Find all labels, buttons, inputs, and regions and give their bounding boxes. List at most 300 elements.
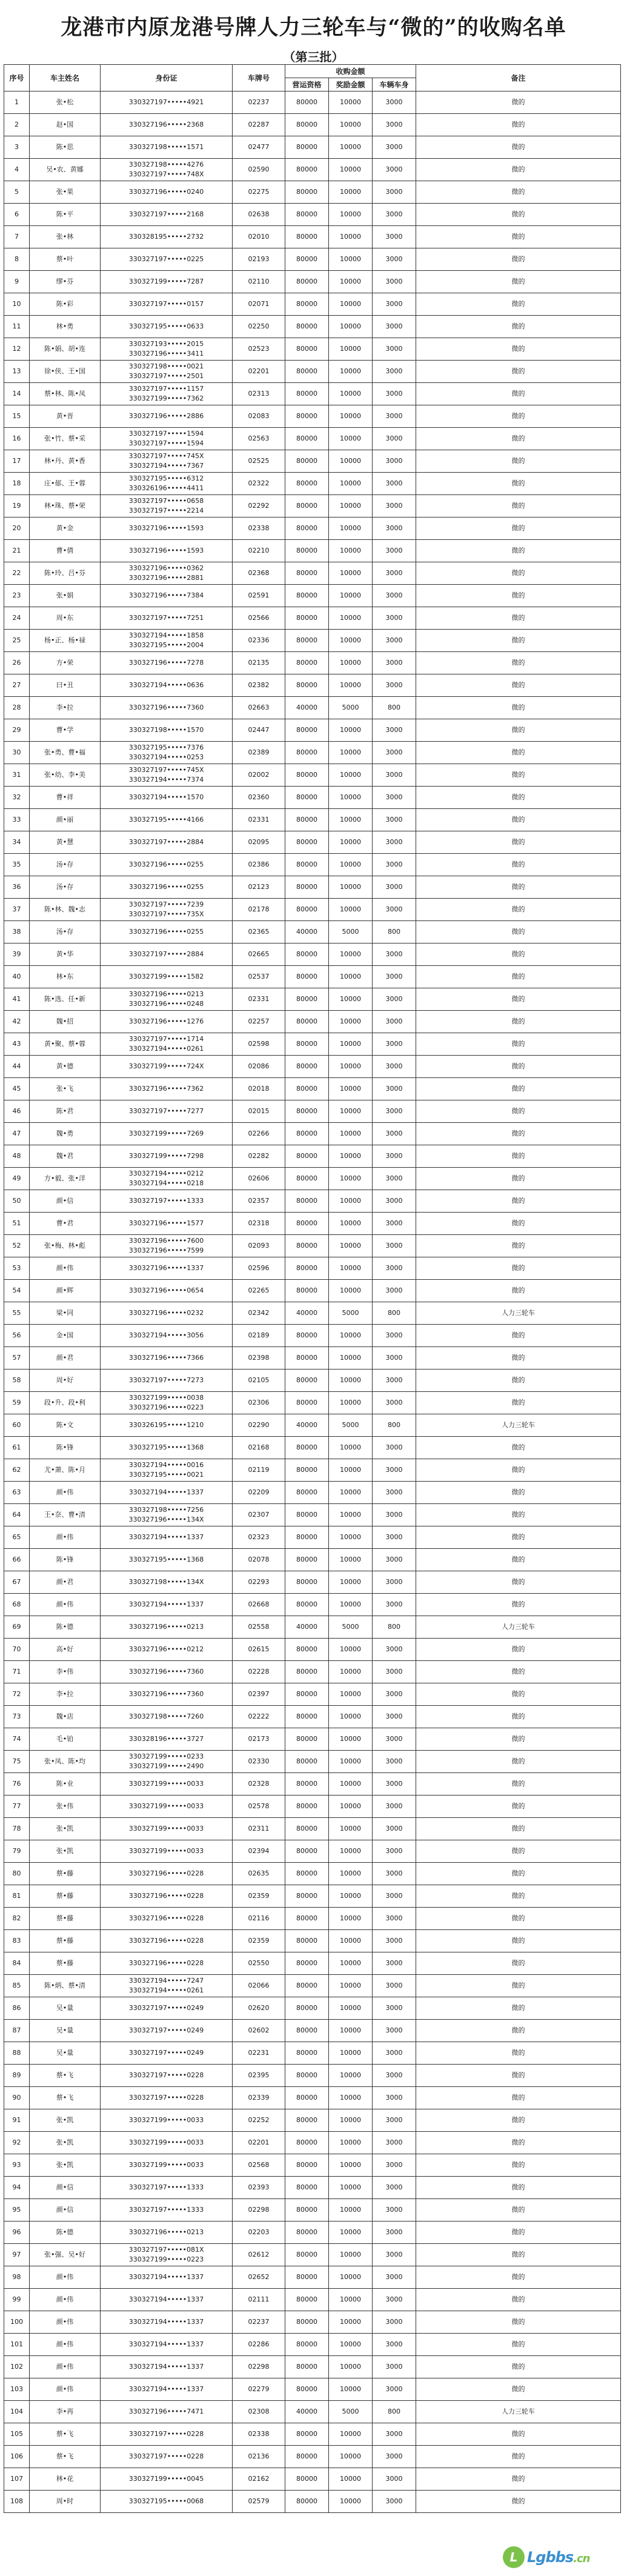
cell-reward-amount: 10000 [329, 652, 373, 674]
cell-owner-name: 林•东 [30, 966, 101, 988]
cell-note: 微的 [416, 293, 621, 316]
cell-reward-amount: 10000 [329, 966, 373, 988]
cell-owner-name: 陈•炳、蔡•清 [30, 1975, 101, 1997]
cell-note: 微的 [416, 2199, 621, 2222]
cell-plate-number: 02596 [233, 1257, 285, 1280]
cell-note: 微的 [416, 2311, 621, 2334]
cell-id-number: 330327199•••••0033 [101, 2132, 233, 2154]
cell-plate-number: 02002 [233, 764, 285, 787]
cell-reward-amount: 10000 [329, 1728, 373, 1751]
cell-reward-amount: 10000 [329, 383, 373, 405]
cell-plate-number: 02568 [233, 2154, 285, 2177]
cell-seq: 65 [4, 1526, 30, 1549]
cell-note: 微的 [416, 1840, 621, 1863]
cell-plate-number: 02308 [233, 2401, 285, 2423]
cell-reward-amount: 10000 [329, 831, 373, 854]
cell-plate-number: 02095 [233, 831, 285, 854]
cell-owner-name: 张•幼、李•美 [30, 764, 101, 787]
table-row [4, 630, 621, 652]
cell-plate-number: 02228 [233, 1661, 285, 1683]
cell-vehicle-amount: 3000 [373, 742, 416, 764]
cell-vehicle-amount: 3000 [373, 899, 416, 921]
cell-vehicle-amount: 3000 [373, 495, 416, 518]
table-row [4, 1370, 621, 1392]
cell-id-number: 330327196•••••7384 [101, 585, 233, 607]
cell-note: 微的 [416, 742, 621, 764]
cell-qualification-amount: 80000 [285, 1504, 329, 1526]
cell-owner-name: 颜•信 [30, 2177, 101, 2199]
cell-seq: 17 [4, 450, 30, 473]
cell-qualification-amount: 80000 [285, 876, 329, 899]
cell-reward-amount: 10000 [329, 1549, 373, 1571]
cell-plate-number: 02393 [233, 2177, 285, 2199]
cell-vehicle-amount: 3000 [373, 316, 416, 338]
cell-plate-number: 02357 [233, 1190, 285, 1213]
cell-note: 微的 [416, 2244, 621, 2266]
cell-note: 微的 [416, 787, 621, 809]
cell-plate-number: 02086 [233, 1056, 285, 1078]
cell-qualification-amount: 80000 [285, 1863, 329, 1885]
cell-id-number-line: 330327196•••••7600 [128, 1237, 204, 1245]
cell-owner-name: 颜•伟 [30, 2266, 101, 2289]
cell-reward-amount: 10000 [329, 787, 373, 809]
cell-seq: 80 [4, 1863, 30, 1885]
cell-plate-number: 02598 [233, 1033, 285, 1056]
cell-vehicle-amount: 3000 [373, 92, 416, 114]
cell-owner-name: 颜•辉 [30, 1280, 101, 1302]
cell-id-number [101, 988, 233, 1011]
cell-id-number [101, 159, 233, 181]
cell-note: 微的 [416, 2020, 621, 2042]
cell-owner-name: 毛•铂 [30, 1728, 101, 1751]
cell-qualification-amount: 80000 [285, 2468, 329, 2491]
cell-id-number: 330327194•••••1337 [101, 2378, 233, 2401]
cell-qualification-amount: 80000 [285, 764, 329, 787]
cell-seq: 103 [4, 2378, 30, 2401]
cell-vehicle-amount: 800 [373, 921, 416, 944]
cell-id-number: 330327199•••••0033 [101, 1840, 233, 1863]
header-reward: 奖励金额 [329, 78, 373, 92]
cell-note: 微的 [416, 630, 621, 652]
table-row [4, 1683, 621, 1706]
cell-id-number-line: 330327196•••••0362 [128, 564, 204, 572]
cell-id-number-line: 330327199•••••0038 [128, 1394, 204, 1402]
cell-owner-name: 颜•伟 [30, 2311, 101, 2334]
cell-reward-amount: 10000 [329, 540, 373, 562]
cell-id-number [101, 764, 233, 787]
cell-owner-name: 陈•君 [30, 1100, 101, 1123]
cell-seq: 15 [4, 405, 30, 428]
cell-qualification-amount: 80000 [285, 293, 329, 316]
cell-vehicle-amount: 800 [373, 697, 416, 719]
cell-plate-number: 02612 [233, 2244, 285, 2266]
cell-seq: 96 [4, 2222, 30, 2244]
cell-seq: 2 [4, 114, 30, 136]
cell-reward-amount: 10000 [329, 1437, 373, 1459]
table-row [4, 383, 621, 405]
cell-reward-amount: 10000 [329, 293, 373, 316]
cell-id-number: 330327199•••••0033 [101, 1796, 233, 1818]
cell-seq: 6 [4, 204, 30, 226]
cell-plate-number: 02602 [233, 2020, 285, 2042]
cell-owner-name: 金•国 [30, 1325, 101, 1347]
cell-plate-number: 02189 [233, 1325, 285, 1347]
cell-plate-number: 02477 [233, 136, 285, 159]
cell-vehicle-amount: 3000 [373, 2266, 416, 2289]
cell-seq: 7 [4, 226, 30, 248]
cell-qualification-amount: 80000 [285, 1594, 329, 1616]
cell-owner-name: 张•凯 [30, 2154, 101, 2177]
table-row [4, 742, 621, 764]
cell-vehicle-amount: 3000 [373, 2020, 416, 2042]
cell-reward-amount: 10000 [329, 518, 373, 540]
cell-seq: 20 [4, 518, 30, 540]
cell-note: 微的 [416, 2266, 621, 2289]
cell-plate-number: 02257 [233, 1011, 285, 1033]
cell-seq: 74 [4, 1728, 30, 1751]
cell-plate-number: 02389 [233, 742, 285, 764]
table-row [4, 2356, 621, 2378]
cell-note: 微的 [416, 136, 621, 159]
cell-vehicle-amount: 3000 [373, 1594, 416, 1616]
cell-plate-number: 02018 [233, 1078, 285, 1100]
cell-id-number-line: 330326196•••••4411 [128, 484, 204, 492]
cell-seq: 87 [4, 2020, 30, 2042]
cell-owner-name: 陈•德 [30, 2222, 101, 2244]
cell-reward-amount: 10000 [329, 2132, 373, 2154]
cell-note: 微的 [416, 854, 621, 876]
cell-owner-name: 蔡•藤 [30, 1952, 101, 1975]
cell-id-number: 330327196•••••0228 [101, 1885, 233, 1908]
cell-id-number: 330327194•••••1337 [101, 2311, 233, 2334]
cell-id-number: 330327197•••••1333 [101, 2177, 233, 2199]
cell-qualification-amount: 80000 [285, 2491, 329, 2513]
cell-id-number-line: 330327194•••••0253 [128, 753, 204, 761]
cell-id-number: 330327196•••••2368 [101, 114, 233, 136]
table-row [4, 361, 621, 383]
table-row [4, 944, 621, 966]
table-row [4, 159, 621, 181]
cell-qualification-amount: 80000 [285, 473, 329, 495]
cell-owner-name: 魏•招 [30, 1011, 101, 1033]
table-row [4, 1257, 621, 1280]
cell-seq: 101 [4, 2334, 30, 2356]
cell-vehicle-amount: 3000 [373, 1078, 416, 1100]
cell-plate-number: 02523 [233, 338, 285, 361]
table-row [4, 2266, 621, 2289]
cell-owner-name: 颜•伟 [30, 1257, 101, 1280]
cell-vehicle-amount: 3000 [373, 854, 416, 876]
table-row [4, 2020, 621, 2042]
cell-owner-name: 曹•君 [30, 1213, 101, 1235]
cell-seq: 107 [4, 2468, 30, 2491]
cell-owner-name: 高•好 [30, 1639, 101, 1661]
cell-qualification-amount: 80000 [285, 1482, 329, 1504]
cell-plate-number: 02394 [233, 1840, 285, 1863]
cell-owner-name: 陈•彩 [30, 293, 101, 316]
cell-reward-amount: 10000 [329, 1594, 373, 1616]
cell-qualification-amount: 80000 [285, 1796, 329, 1818]
table-row [4, 248, 621, 271]
cell-seq: 99 [4, 2289, 30, 2311]
cell-reward-amount: 10000 [329, 854, 373, 876]
cell-reward-amount: 10000 [329, 1930, 373, 1952]
cell-owner-name: 蔡•林、陈•凤 [30, 383, 101, 405]
cell-vehicle-amount: 3000 [373, 2087, 416, 2109]
cell-owner-name: 颜•伟 [30, 2289, 101, 2311]
cell-qualification-amount: 80000 [285, 1571, 329, 1594]
cell-owner-name: 颜•信 [30, 1190, 101, 1213]
table-row [4, 1168, 621, 1190]
table-row [4, 2401, 621, 2423]
table-row [4, 1706, 621, 1728]
cell-qualification-amount: 80000 [285, 1975, 329, 1997]
cell-id-number: 330327197•••••1333 [101, 2199, 233, 2222]
cell-owner-name: 梁•同 [30, 1302, 101, 1325]
cell-note: 微的 [416, 809, 621, 831]
cell-vehicle-amount: 3000 [373, 787, 416, 809]
cell-reward-amount: 10000 [329, 1818, 373, 1840]
cell-vehicle-amount: 3000 [373, 1952, 416, 1975]
cell-qualification-amount: 80000 [285, 944, 329, 966]
cell-id-number: 330327199•••••7287 [101, 271, 233, 293]
cell-owner-name: 陈•林、魏•志 [30, 899, 101, 921]
cell-plate-number: 02279 [233, 2378, 285, 2401]
cell-owner-name: 蔡•叶 [30, 248, 101, 271]
cell-id-number: 330327199•••••7298 [101, 1145, 233, 1168]
cell-qualification-amount: 80000 [285, 1123, 329, 1145]
cell-note: 微的 [416, 181, 621, 204]
cell-vehicle-amount: 3000 [373, 944, 416, 966]
cell-seq: 43 [4, 1033, 30, 1056]
cell-note: 微的 [416, 652, 621, 674]
cell-seq: 61 [4, 1437, 30, 1459]
cell-owner-name: 颜•伟 [30, 1594, 101, 1616]
cell-note: 微的 [416, 1952, 621, 1975]
cell-note: 微的 [416, 1683, 621, 1706]
cell-reward-amount: 5000 [329, 2401, 373, 2423]
cell-note: 微的 [416, 1011, 621, 1033]
cell-reward-amount: 10000 [329, 2378, 373, 2401]
cell-note: 微的 [416, 159, 621, 181]
cell-plate-number: 02135 [233, 652, 285, 674]
cell-id-number: 330327196•••••2886 [101, 405, 233, 428]
table-row [4, 1235, 621, 1257]
cell-qualification-amount: 80000 [285, 742, 329, 764]
cell-id-number-line: 330327196•••••2881 [128, 574, 204, 582]
cell-reward-amount: 5000 [329, 921, 373, 944]
cell-qualification-amount: 80000 [285, 2378, 329, 2401]
cell-vehicle-amount: 3000 [373, 450, 416, 473]
cell-plate-number: 02338 [233, 2423, 285, 2446]
cell-qualification-amount: 80000 [285, 674, 329, 697]
cell-vehicle-amount: 3000 [373, 1773, 416, 1796]
cell-id-number-line: 330327194•••••0212 [128, 1170, 204, 1177]
cell-id-number-line: 330327199•••••7362 [128, 394, 204, 402]
cell-id-number: 330328196•••••3727 [101, 1728, 233, 1751]
cell-id-number [101, 450, 233, 473]
cell-qualification-amount: 80000 [285, 1639, 329, 1661]
cell-id-number: 330327199•••••724X [101, 1056, 233, 1078]
cell-owner-name: 张•凤、陈•均 [30, 1751, 101, 1773]
cell-vehicle-amount: 3000 [373, 1145, 416, 1168]
cell-qualification-amount: 80000 [285, 316, 329, 338]
cell-reward-amount: 10000 [329, 361, 373, 383]
cell-seq: 1 [4, 92, 30, 114]
cell-id-number: 330327197•••••0228 [101, 2423, 233, 2446]
cell-seq: 97 [4, 2244, 30, 2266]
cell-plate-number: 02265 [233, 1280, 285, 1302]
cell-vehicle-amount: 3000 [373, 1011, 416, 1033]
cell-plate-number: 02298 [233, 2356, 285, 2378]
cell-reward-amount: 10000 [329, 450, 373, 473]
cell-id-number-line: 330327197•••••1714 [128, 1035, 204, 1043]
cell-id-number: 330327194•••••1337 [101, 2266, 233, 2289]
cell-seq: 14 [4, 383, 30, 405]
cell-id-number: 330327199•••••0033 [101, 1818, 233, 1840]
cell-id-number: 330327194•••••1337 [101, 1594, 233, 1616]
cell-seq: 67 [4, 1571, 30, 1594]
cell-reward-amount: 10000 [329, 2087, 373, 2109]
cell-id-number: 330327198•••••134X [101, 1571, 233, 1594]
cell-qualification-amount: 80000 [285, 2199, 329, 2222]
cell-id-number-line: 330327195•••••2004 [128, 641, 204, 649]
cell-id-number: 330327197•••••0228 [101, 2065, 233, 2087]
cell-id-number-line: 330327196•••••7599 [128, 1246, 204, 1254]
cell-reward-amount: 10000 [329, 428, 373, 450]
table-row [4, 1930, 621, 1952]
cell-id-number-line: 330327197•••••748X [128, 170, 204, 178]
cell-qualification-amount: 40000 [285, 2401, 329, 2423]
cell-reward-amount: 10000 [329, 2222, 373, 2244]
cell-seq: 41 [4, 988, 30, 1011]
cell-vehicle-amount: 800 [373, 1616, 416, 1639]
cell-plate-number: 02275 [233, 181, 285, 204]
cell-seq: 60 [4, 1414, 30, 1437]
cell-seq: 47 [4, 1123, 30, 1145]
cell-note: 微的 [416, 248, 621, 271]
cell-qualification-amount: 80000 [285, 1213, 329, 1235]
cell-qualification-amount: 80000 [285, 1773, 329, 1796]
cell-qualification-amount: 80000 [285, 2154, 329, 2177]
cell-reward-amount: 10000 [329, 1482, 373, 1504]
cell-seq: 22 [4, 562, 30, 585]
cell-vehicle-amount: 800 [373, 2401, 416, 2423]
cell-vehicle-amount: 3000 [373, 562, 416, 585]
cell-owner-name: 庄•郁、王•蓉 [30, 473, 101, 495]
cell-id-number-line: 330327197•••••1157 [128, 385, 204, 393]
cell-qualification-amount: 80000 [285, 1751, 329, 1773]
cell-vehicle-amount: 3000 [373, 2109, 416, 2132]
cell-qualification-amount: 80000 [285, 1190, 329, 1213]
cell-reward-amount: 10000 [329, 1145, 373, 1168]
cell-seq: 85 [4, 1975, 30, 1997]
cell-owner-name: 陈•玲、吕•芬 [30, 562, 101, 585]
cell-vehicle-amount: 3000 [373, 2468, 416, 2491]
cell-reward-amount: 10000 [329, 2177, 373, 2199]
cell-qualification-amount: 80000 [285, 1370, 329, 1392]
cell-reward-amount: 10000 [329, 1011, 373, 1033]
cell-owner-name: 张•梅、林•彪 [30, 1235, 101, 1257]
cell-owner-name: 林•花 [30, 2468, 101, 2491]
cell-id-number: 330327195•••••0068 [101, 2491, 233, 2513]
cell-reward-amount: 10000 [329, 2065, 373, 2087]
cell-seq: 90 [4, 2087, 30, 2109]
cell-seq: 9 [4, 271, 30, 293]
cell-reward-amount: 10000 [329, 405, 373, 428]
cell-reward-amount: 10000 [329, 1796, 373, 1818]
cell-reward-amount: 10000 [329, 2109, 373, 2132]
cell-plate-number: 02290 [233, 1414, 285, 1437]
cell-plate-number: 02250 [233, 316, 285, 338]
cell-vehicle-amount: 3000 [373, 809, 416, 831]
cell-plate-number: 02663 [233, 697, 285, 719]
table-row [4, 607, 621, 630]
table-row [4, 2334, 621, 2356]
cell-note: 微的 [416, 1213, 621, 1235]
table-row [4, 2065, 621, 2087]
cell-owner-name: 颜•君 [30, 1347, 101, 1370]
cell-plate-number: 02336 [233, 630, 285, 652]
cell-id-number: 330327196•••••0228 [101, 1908, 233, 1930]
cell-qualification-amount: 80000 [285, 1168, 329, 1190]
cell-plate-number: 02652 [233, 2266, 285, 2289]
cell-note: 微的 [416, 2154, 621, 2177]
cell-vehicle-amount: 3000 [373, 1706, 416, 1728]
cell-id-number: 330327197•••••7273 [101, 1370, 233, 1392]
cell-plate-number: 02222 [233, 1706, 285, 1728]
cell-note: 微的 [416, 2468, 621, 2491]
cell-plate-number: 02397 [233, 1683, 285, 1706]
cell-note: 微的 [416, 2356, 621, 2378]
cell-reward-amount: 10000 [329, 2356, 373, 2378]
cell-id-number: 330327197•••••4921 [101, 92, 233, 114]
cell-id-number: 330327197•••••2884 [101, 944, 233, 966]
cell-seq: 5 [4, 181, 30, 204]
table-row [4, 1213, 621, 1235]
cell-seq: 34 [4, 831, 30, 854]
cell-reward-amount: 10000 [329, 1033, 373, 1056]
cell-plate-number: 02323 [233, 1526, 285, 1549]
cell-note: 微的 [416, 1818, 621, 1840]
cell-vehicle-amount: 3000 [373, 1930, 416, 1952]
cell-vehicle-amount: 3000 [373, 473, 416, 495]
cell-vehicle-amount: 3000 [373, 1683, 416, 1706]
cell-id-number [101, 473, 233, 495]
cell-seq: 57 [4, 1347, 30, 1370]
cell-id-number-line: 330327199•••••0223 [128, 2255, 204, 2263]
cell-id-number: 330326195•••••1210 [101, 1414, 233, 1437]
cell-seq: 83 [4, 1930, 30, 1952]
cell-note: 微的 [416, 2042, 621, 2065]
table-row [4, 518, 621, 540]
cell-vehicle-amount: 3000 [373, 1325, 416, 1347]
table-row [4, 271, 621, 293]
cell-qualification-amount: 80000 [285, 204, 329, 226]
cell-seq: 25 [4, 630, 30, 652]
cell-id-number: 330327196•••••7278 [101, 652, 233, 674]
cell-owner-name: 颜•伟 [30, 1526, 101, 1549]
table-row [4, 1482, 621, 1504]
cell-qualification-amount: 80000 [285, 2289, 329, 2311]
cell-qualification-amount: 80000 [285, 1840, 329, 1863]
cell-reward-amount: 10000 [329, 1280, 373, 1302]
table-row [4, 2423, 621, 2446]
cell-qualification-amount: 80000 [285, 1347, 329, 1370]
table-row [4, 2289, 621, 2311]
cell-owner-name: 张•竹、蔡•采 [30, 428, 101, 450]
cell-vehicle-amount: 3000 [373, 2334, 416, 2356]
